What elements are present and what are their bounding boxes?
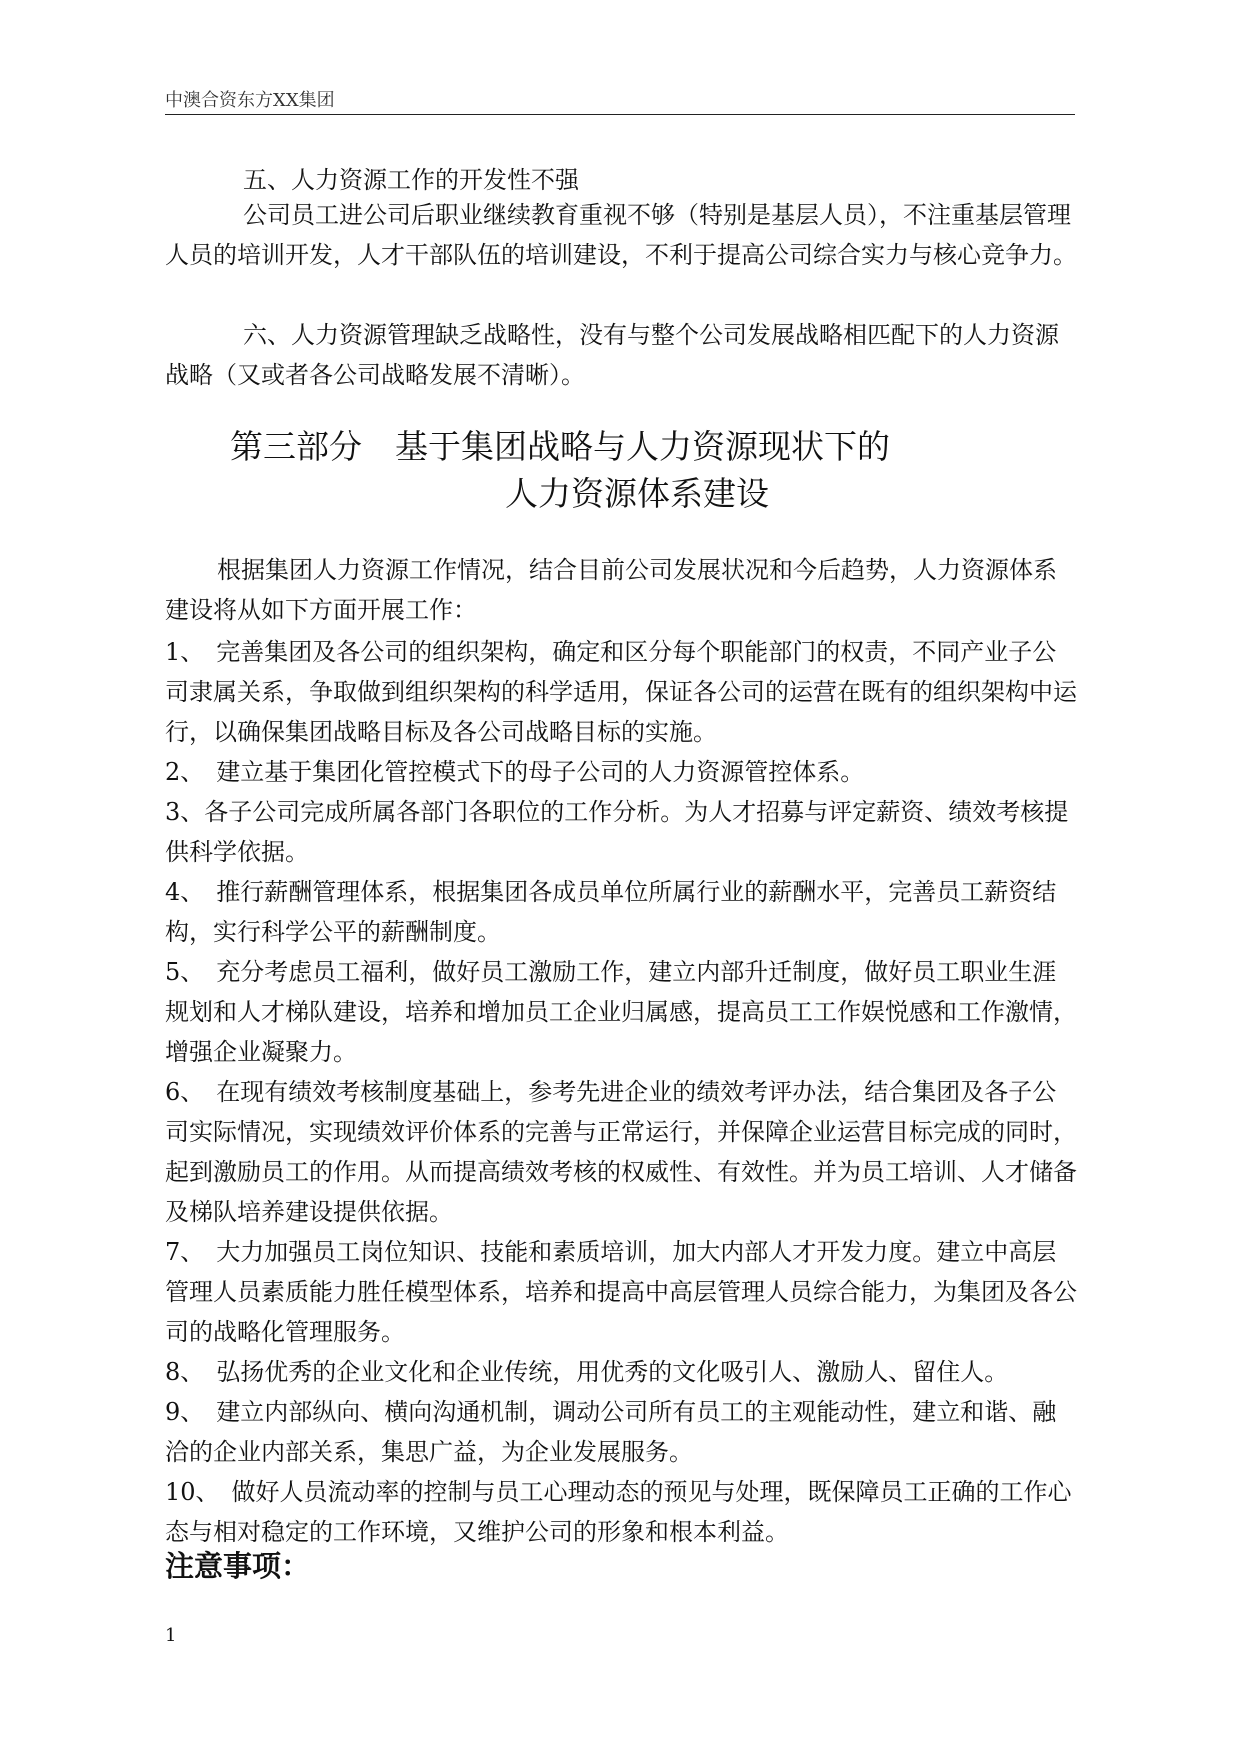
list-item: 9、 建立内部纵向、横向沟通机制，调动公司所有员工的主观能动性，建立和谐、融洽的企业内部关系，集思广益，为企业发展服务。 [165,1398,1057,1466]
list-item: 5、 充分考虑员工福利，做好员工激励工作，建立内部升迁制度，做好员工职业生涯规划和人才梯队建设，培养和增加员工企业归属感，提高员工工作娱悦感和工作激情，增强企业凝聚力。 [165,958,1077,1066]
page-header [165,88,1075,115]
list-item: 1、 完善集团及各公司的组织架构，确定和区分每个职能部门的权责，不同产业子公司隶属关系，争取做到组织架构的科学适用，保证各公司的运营在既有的组织架构中运行，以确保集团战略目标及各公司战略目标的实施。 [165,638,1077,746]
section-six-text: 六、人力资源管理缺乏战略性，没有与整个公司发展战略相匹配下的人力资源战略（又或者各公司战略发展不清晰）。 [165,321,1059,389]
title-line-1: 第三部分 基于集团战略与人力资源现状下的 [230,427,890,466]
title-line-2: 人力资源体系建设 [505,474,769,513]
header-company: 中澳合资东方XX集团 [165,90,335,111]
section-five-paragraph [165,195,1077,275]
intro-paragraph [165,550,1077,630]
notice-heading: 注意事项： [165,1549,311,1583]
list-item: 7、 大力加强员工岗位知识、技能和素质培训，加大内部人才开发力度。建立中高层管理人员素质能力胜任模型体系，培养和提高中高层管理人员综合能力，为集团及各公司的战略化管理服务。 [165,1238,1077,1346]
list-item: 2、 建立基于集团化管控模式下的母子公司的人力资源管控体系。 [165,758,865,786]
list-item: 10、 做好人员流动率的控制与员工心理动态的预见与处理，既保障员工正确的工作心态与相对稳定的工作环境，又维护公司的形象和根本利益。 [165,1478,1072,1546]
work-items-list [165,632,1077,1552]
part-three-title [165,423,1077,517]
section-five-heading [165,160,1077,200]
section-five-heading-text: 五、人力资源工作的开发性不强 [243,166,579,194]
list-item: 6、 在现有绩效考核制度基础上，参考先进企业的绩效考评办法，结合集团及各子公司实际情况，实现绩效评价体系的完善与正常运行，并保障企业运营目标完成的同时，起到激励员工的作用。从而提高绩效考核的权威性、有效性。并为员工培训、人才储备及梯队培养建设提供依据。 [165,1078,1077,1226]
section-six-paragraph [165,315,1077,395]
list-item: 8、 弘扬优秀的企业文化和企业传统，用优秀的文化吸引人、激励人、留住人。 [165,1358,1009,1386]
page-number: 1 [165,1625,177,1646]
list-item: 4、 推行薪酬管理体系，根据集团各成员单位所属行业的薪酬水平，完善员工薪资结构，实行科学公平的薪酬制度。 [165,878,1057,946]
list-item: 3、各子公司完成所属各部门各职位的工作分析。为人才招募与评定薪资、绩效考核提供科学依据。 [165,798,1069,866]
intro-text: 根据集团人力资源工作情况，结合目前公司发展状况和今后趋势，人力资源体系建设将从如下方面开展工作： [165,556,1057,624]
section-five-text: 公司员工进公司后职业继续教育重视不够（特别是基层人员），不注重基层管理人员的培训开发，人才干部队伍的培训建设，不利于提高公司综合实力与核心竞争力。 [165,201,1077,269]
